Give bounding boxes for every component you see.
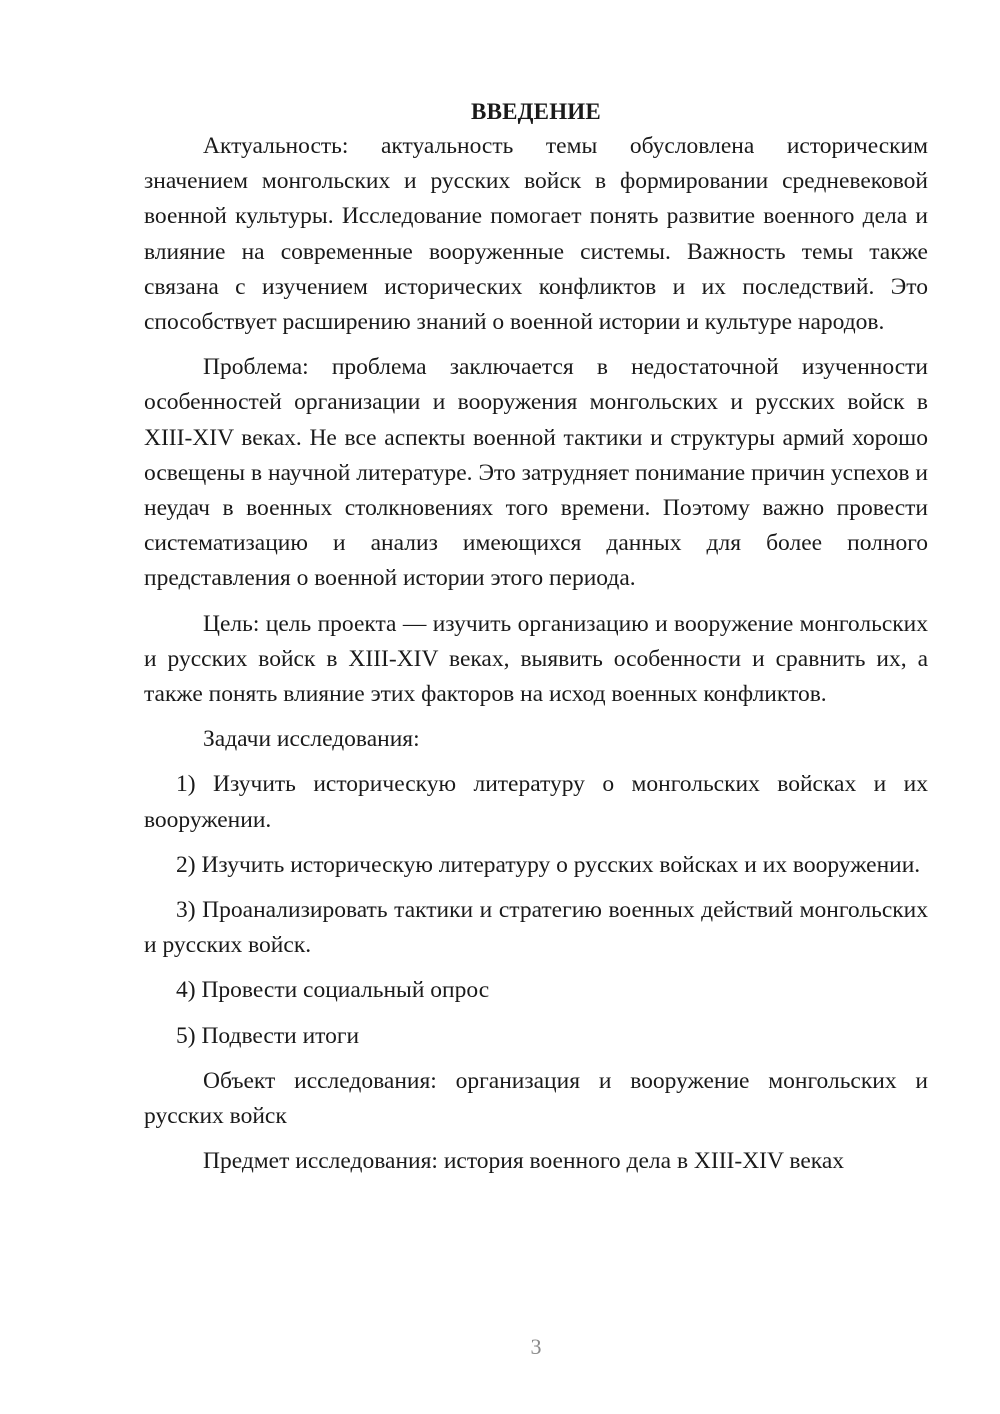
tasks-heading: Задачи исследования: <box>203 726 420 753</box>
task-item-2: 2) Изучить историческую литературу о русских войсках и их вооружении. <box>176 851 921 878</box>
goal-paragraph: Цель: цель проекта — изучить организацию и вооружение монгольских и русских войск в XIII-XIV веках, выявить особенности и сравнить их, а также понять влияние этих факторов на исход военных конфликтов. <box>144 610 928 708</box>
page-number: 3 <box>530 1334 542 1359</box>
problem-paragraph: Проблема: проблема заключается в недостаточной изученности особенностей организации и вооружения монгольских и русских войск в XIII-XIV веках. Не все аспекты военной тактики и структуры армий хорошо освещены в научной литературе. Это затрудняет понимание причин успехов и неудач в военных столкновениях того времени. Поэтому важно провести систематизацию и анализ имеющихся данных для более полного представления о военной истории этого периода. <box>144 354 928 592</box>
object-paragraph: Объект исследования: организация и вооружение монгольских и русских войск <box>144 1067 928 1130</box>
relevance-paragraph: Актуальность: актуальность темы обусловлена историческим значением монгольских и русских войск в формировании средневековой военной культуры. Исследование помогает понять развитие военного дела и влияние на современные вооруженные системы. Важность темы также связана с изучением исторических конфликтов и их последствий. Это способствует расширению знаний о военной истории и культуре народов. <box>144 133 928 336</box>
task-item-1: 1) Изучить историческую литературу о монгольских войсках и их вооружении. <box>144 771 928 833</box>
page-content <box>144 94 928 1189</box>
task-item-5: 5) Подвести итоги <box>176 1022 360 1049</box>
section-title: ВВЕДЕНИЕ <box>471 99 601 124</box>
task-item-3: 3) Проанализировать тактики и стратегию военных действий монгольских и русских войск. <box>144 897 928 959</box>
subject-paragraph: Предмет исследования: история военного дела в XIII-XIV веках <box>203 1148 845 1175</box>
task-item-4: 4) Провести социальный опрос <box>176 977 490 1004</box>
